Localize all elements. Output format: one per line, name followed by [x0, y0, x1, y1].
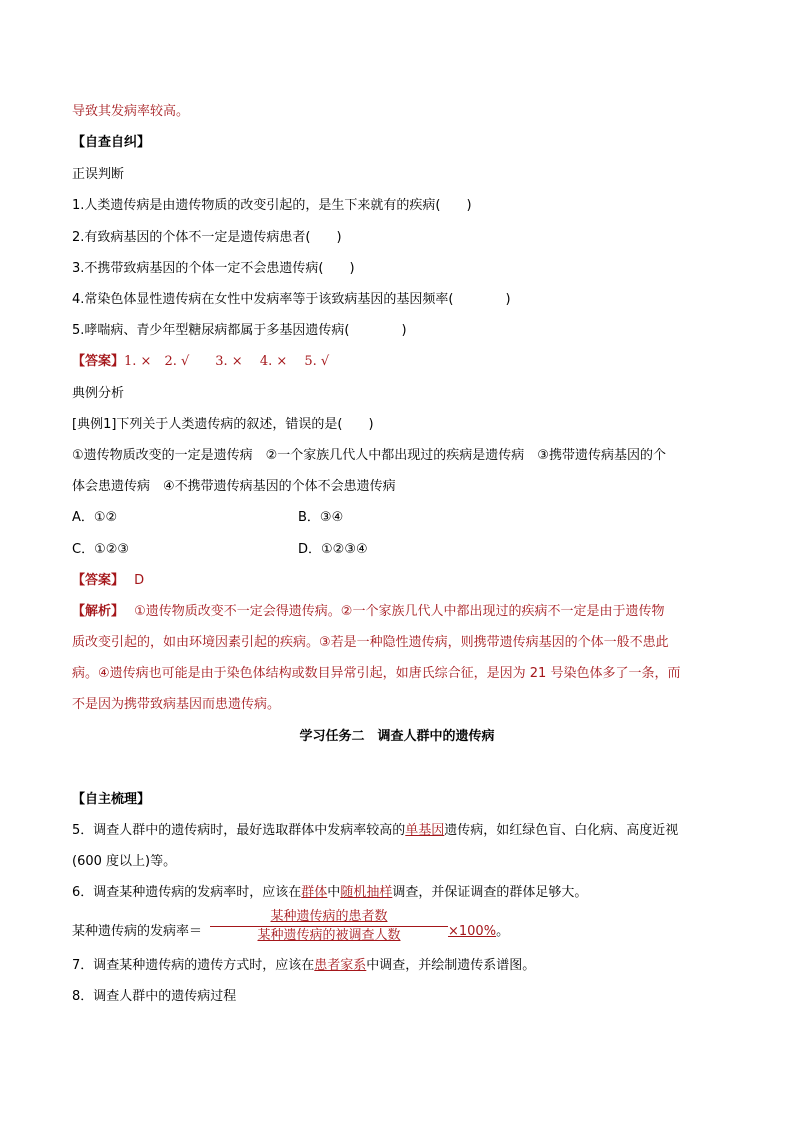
- formula-numerator: 某种遗传病的患者数: [270, 909, 388, 924]
- item-6-post: 调查，并保证调查的群体足够大。: [392, 885, 588, 900]
- example-stem-line-2: 体会患遗传病 ④不携带遗传病基因的个体不会患遗传病: [72, 479, 396, 494]
- item-6-blank-2: 随机抽样: [340, 885, 393, 900]
- item-6-mid: 中: [327, 885, 341, 900]
- formula-fraction: [210, 909, 448, 944]
- item-5-blank: 单基因: [405, 823, 445, 838]
- option-d: D．①②③④: [298, 542, 368, 557]
- judgement-item-2: 2.有致病基因的个体不一定是遗传病患者( ): [72, 230, 342, 245]
- option-c: C．①②③: [72, 542, 130, 557]
- options-row-1: [72, 510, 722, 526]
- analysis-label: 【解析】: [72, 604, 125, 619]
- item-6: [72, 885, 587, 901]
- example-heading: 典例分析: [72, 386, 125, 401]
- item-7-pre: 7．调查某种遗传病的遗传方式时，应该在: [72, 958, 315, 973]
- option-a: A．①②: [72, 510, 118, 525]
- judgement-answer: [72, 354, 329, 370]
- item-7-post: 中调查，并绘制遗传系谱图。: [366, 958, 536, 973]
- item-6-pre: 6．调查某种遗传病的发病率时，应该在: [72, 885, 302, 900]
- formula-tail: [448, 920, 509, 939]
- self-check-heading: 【自查自纠】: [72, 135, 151, 150]
- true-false-subheading: 正误判断: [72, 167, 125, 182]
- analysis-line-1: [72, 604, 664, 620]
- options-row-2: [72, 542, 722, 558]
- item-7: [72, 958, 535, 974]
- example-question: [典例1]下列关于人类遗传病的叙述，错误的是( ): [72, 417, 374, 432]
- analysis-line-3: 病。④遗传病也可能是由于染色体结构或数目异常引起，如唐氏综合征，是因为 21 号染色体多了一条，而: [72, 666, 681, 681]
- formula-end: 。: [496, 924, 510, 939]
- intro-tail-text: 导致其发病率较高。: [72, 104, 190, 119]
- item-5-pre: 5．调查人群中的遗传病时，最好选取群体中发病率较高的: [72, 823, 406, 838]
- analysis-text-1: ①遗传物质改变不一定会得遗传病。②一个家族几代人中都出现过的疾病不一定是由于遗传物: [134, 604, 665, 619]
- analysis-line-4: 不是因为携带致病基因而患遗传病。: [72, 697, 281, 712]
- item-7-blank: 患者家系: [314, 958, 367, 973]
- judgement-item-4: 4.常染色体显性遗传病在女性中发病率等于该致病基因的基因频率( ): [72, 292, 511, 307]
- task2-title: 学习任务二 调查人群中的遗传病: [299, 729, 495, 744]
- item-8: 8．调查人群中的遗传病过程: [72, 989, 237, 1004]
- example-stem-line-1: ①遗传物质改变的一定是遗传病 ②一个家族几代人中都出现过的疾病是遗传病 ③携带遗传病基因的个: [72, 448, 666, 463]
- example-answer: [72, 573, 144, 589]
- judgement-item-1: 1.人类遗传病是由遗传物质的改变引起的，是生下来就有的疾病( ): [72, 198, 472, 213]
- item-5-post: 遗传病，如红绿色盲、白化病、高度近视: [444, 823, 679, 838]
- self-study-heading: 【自主梳理】: [72, 792, 151, 807]
- judgement-item-3: 3.不携带致病基因的个体一定不会患遗传病( ): [72, 261, 355, 276]
- analysis-line-2: 质改变引起的，如由环境因素引起的疾病。③若是一种隐性遗传病，则携带遗传病基因的个体一般不患此: [72, 635, 669, 650]
- option-b: B．③④: [298, 510, 344, 525]
- formula-denominator: 某种遗传病的被调查人数: [257, 928, 401, 943]
- answer-label: 【答案】: [72, 354, 125, 369]
- item-5-line-1: [72, 823, 678, 839]
- item-6-blank-1: 群体: [301, 885, 328, 900]
- judgement-item-5: 5.哮喘病、青少年型糖尿病都属于多基因遗传病( ): [72, 323, 407, 338]
- formula-label: 某种遗传病的发病率＝: [72, 924, 203, 939]
- answer-text: 1. × 2. √ 3. × 4. × 5. √: [124, 354, 330, 369]
- fraction-bar: [210, 926, 448, 927]
- example-answer-value: D: [134, 573, 145, 588]
- formula-percent: ×100%: [448, 924, 497, 939]
- item-5-line-2: (600 度以上)等。: [72, 854, 177, 869]
- example-answer-label: 【答案】: [72, 573, 125, 588]
